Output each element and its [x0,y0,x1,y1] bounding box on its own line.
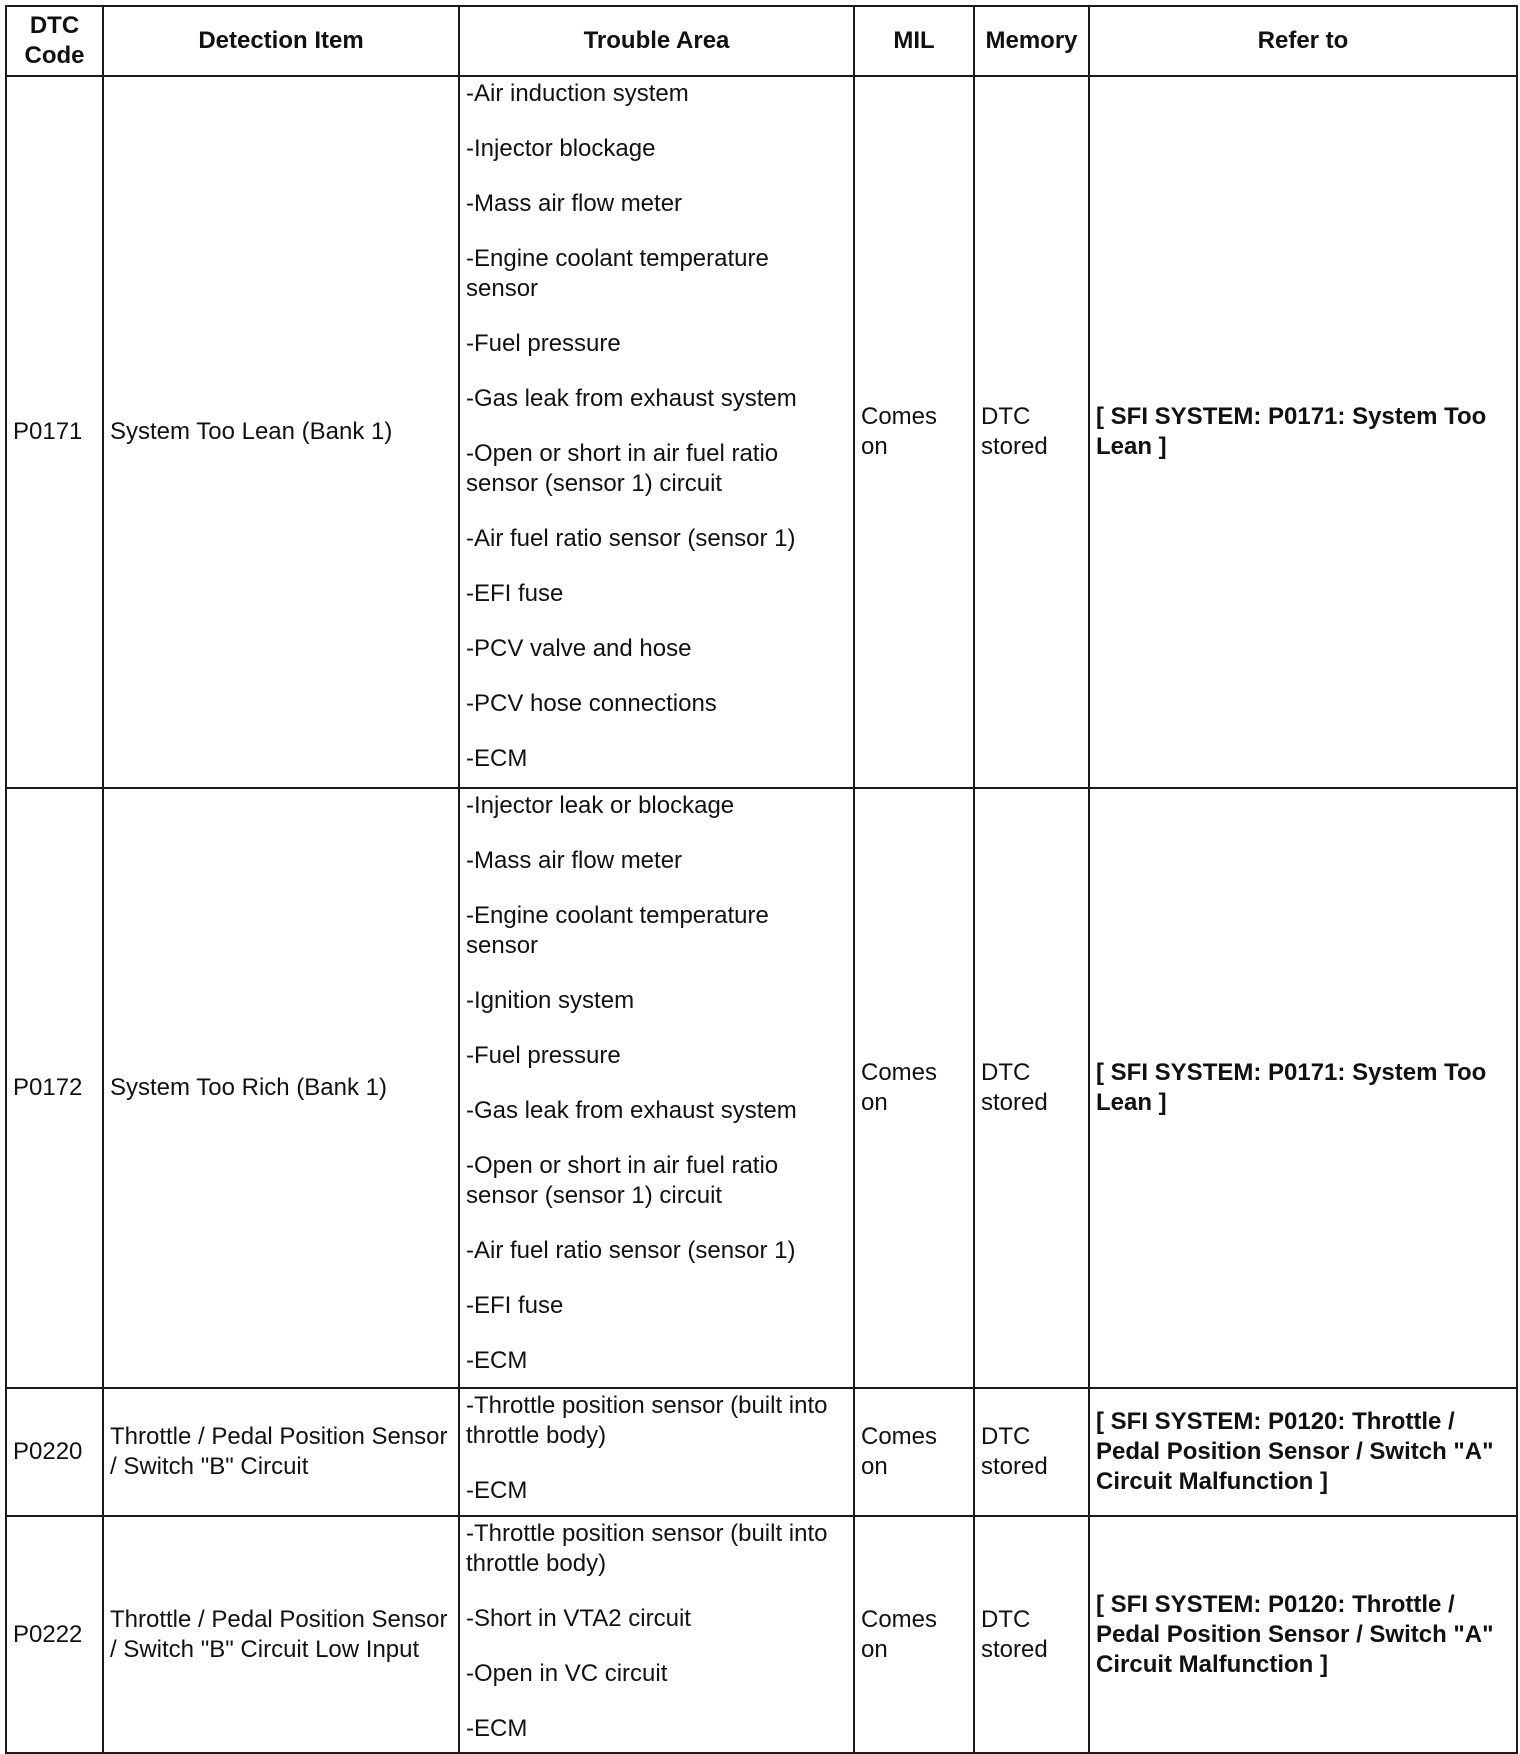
trouble-area-cell [459,76,854,788]
refer-to-link[interactable]: [ SFI SYSTEM: P0120: Throttle / Pedal Position Sensor / Switch "A" Circuit Malfunction ] [1089,1516,1517,1753]
header-memory: Memory [974,6,1089,76]
trouble-area-cell [459,1516,854,1753]
dtc-code-cell: P0220 [6,1388,103,1516]
detection-item-cell: System Too Lean (Bank 1) [103,76,459,788]
mil-cell: Comes on [854,788,974,1388]
trouble-area-item: -Fuel pressure [466,1042,621,1069]
trouble-area-item: -ECM [466,1715,528,1742]
dtc-code-cell: P0171 [6,76,103,788]
header-dtc-code: DTC Code [6,6,103,76]
mil-cell: Comes on [854,1388,974,1516]
table-row [6,1516,1517,1753]
header-refer-to: Refer to [1089,6,1517,76]
trouble-area-item: -EFI fuse [466,580,564,607]
refer-to-link[interactable]: [ SFI SYSTEM: P0171: System Too Lean ] [1089,788,1517,1388]
refer-to-link[interactable]: [ SFI SYSTEM: P0120: Throttle / Pedal Position Sensor / Switch "A" Circuit Malfunction ] [1089,1388,1517,1516]
trouble-area-item: -Open in VC circuit [466,1660,668,1687]
memory-cell: DTC stored [974,788,1089,1388]
detection-item-cell: Throttle / Pedal Position Sensor / Switch "B" Circuit Low Input [103,1516,459,1753]
table-row [6,1388,1517,1516]
trouble-area-item: -Air induction system [466,80,689,107]
trouble-area-item: -Fuel pressure [466,330,621,357]
trouble-area-item: -Short in VTA2 circuit [466,1605,691,1632]
dtc-table [5,5,1518,1754]
memory-cell: DTC stored [974,1388,1089,1516]
header-detection-item: Detection Item [103,6,459,76]
trouble-area-item: -Gas leak from exhaust system [466,1097,797,1124]
trouble-area-item: -Injector leak or blockage [466,792,735,819]
trouble-area-item: -Engine coolant temperature sensor [466,245,769,302]
trouble-area-item: -Open or short in air fuel ratio sensor (sensor 1) circuit [466,1152,779,1209]
refer-to-link[interactable]: [ SFI SYSTEM: P0171: System Too Lean ] [1089,76,1517,788]
trouble-area-item: -Air fuel ratio sensor (sensor 1) [466,1237,796,1264]
trouble-area-item: -Engine coolant temperature sensor [466,902,769,959]
trouble-area-item: -Gas leak from exhaust system [466,385,797,412]
detection-item-cell: System Too Rich (Bank 1) [103,788,459,1388]
trouble-area-item: -Air fuel ratio sensor (sensor 1) [466,525,796,552]
trouble-area-item: -Throttle position sensor (built into throttle body) [466,1392,828,1449]
trouble-area-item: -Throttle position sensor (built into throttle body) [466,1520,828,1577]
mil-cell: Comes on [854,76,974,788]
trouble-area-item: -PCV hose connections [466,690,717,717]
header-trouble-area: Trouble Area [459,6,854,76]
trouble-area-item: -ECM [466,1477,528,1504]
memory-cell: DTC stored [974,76,1089,788]
trouble-area-item: -ECM [466,1347,528,1374]
trouble-area-item: -EFI fuse [466,1292,564,1319]
trouble-area-item: -Mass air flow meter [466,190,683,217]
table-row [6,788,1517,1388]
detection-item-cell: Throttle / Pedal Position Sensor / Switch "B" Circuit [103,1388,459,1516]
trouble-area-item: -ECM [466,745,528,772]
memory-cell: DTC stored [974,1516,1089,1753]
table-row [6,76,1517,788]
mil-cell: Comes on [854,1516,974,1753]
trouble-area-item: -Open or short in air fuel ratio sensor (sensor 1) circuit [466,440,779,497]
trouble-area-item: -Injector blockage [466,135,656,162]
dtc-code-cell: P0222 [6,1516,103,1753]
trouble-area-cell [459,788,854,1388]
trouble-area-item: -Ignition system [466,987,635,1014]
dtc-code-cell: P0172 [6,788,103,1388]
trouble-area-cell [459,1388,854,1516]
trouble-area-item: -PCV valve and hose [466,635,692,662]
trouble-area-item: -Mass air flow meter [466,847,683,874]
header-mil: MIL [854,6,974,76]
table-header-row [6,6,1517,76]
